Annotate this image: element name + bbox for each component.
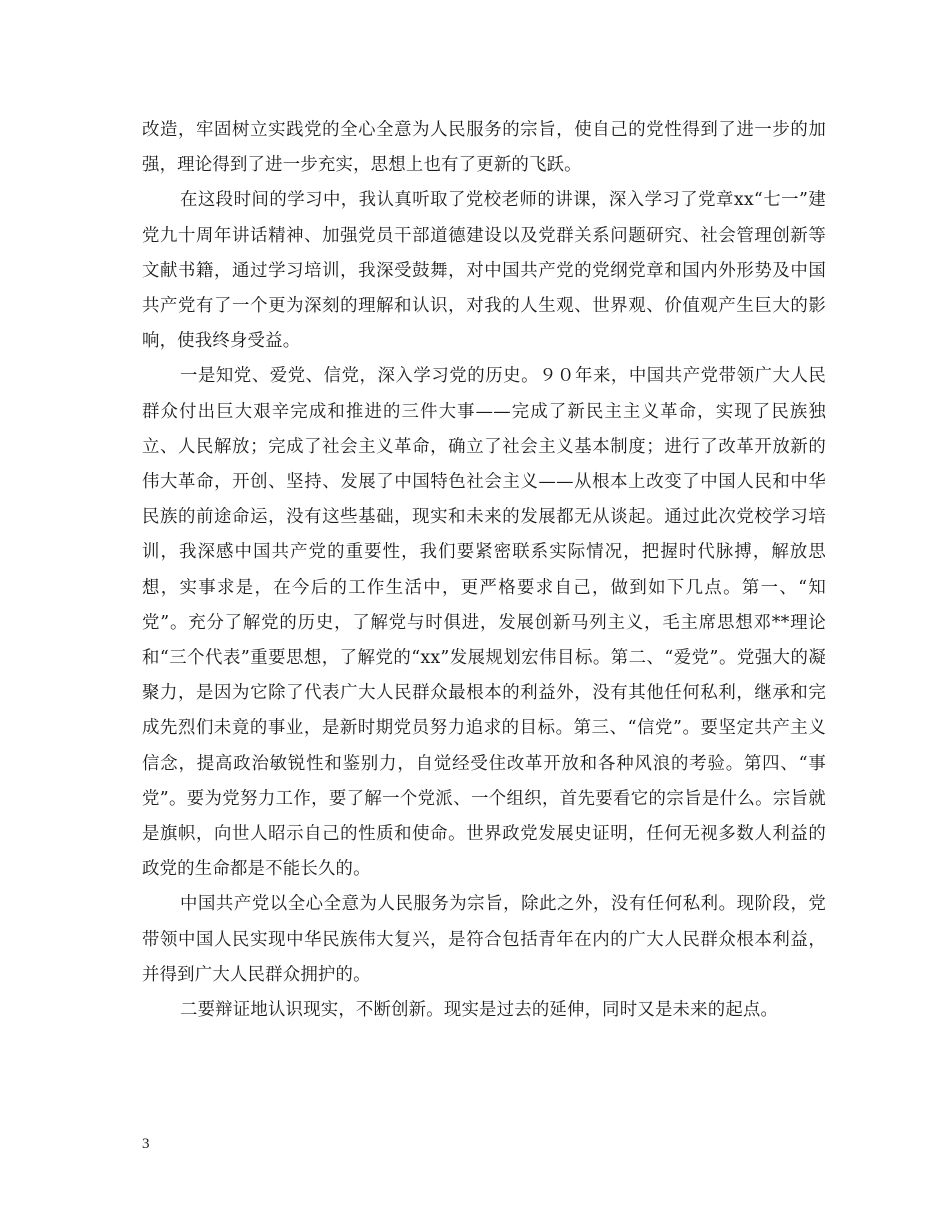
paragraph-2: 在这段时间的学习中，我认真听取了党校老师的讲课，深入学习了党章xx“七一”建党九十周年讲话精神、加强党员干部道德建设以及党群关系问题研究、社会管理创新等文献书籍，通过学习培训，我深受鼓舞，对中国共产党的党纲党章和国内外形势及中国共产党有了一个更为深刻的理解和认识，对我的人生观、世界观、价值观产生巨大的影响，使我终身受益。 (142, 190, 826, 352)
page-number: 3 (142, 1136, 150, 1152)
paragraph-5: 二要辩证地认识现实，不断创新。现实是过去的延伸，同时又是未来的起点。 (180, 1000, 779, 1021)
document-body (142, 113, 826, 1028)
paragraph-4: 中国共产党以全心全意为人民服务为宗旨，除此之外，没有任何私利。现阶段，党带领中国人民实现中华民族伟大复兴，是符合包括青年在内的广大人民群众根本利益，并得到广大人民群众拥护的。 (142, 894, 826, 985)
paragraph-1: 改造，牢固树立实践党的全心全意为人民服务的宗旨，使自己的党性得到了进一步的加强，理论得到了进一步充实，思想上也有了更新的飞跃。 (142, 120, 826, 176)
paragraph-3: 一是知党、爱党、信党，深入学习党的历史。９０年来，中国共产党带领广大人民群众付出巨大艰辛完成和推进的三件大事——完成了新民主主义革命，实现了民族独立、人民解放；完成了社会主义革命，确立了社会主义基本制度；进行了改革开放新的伟大革命，开创、坚持、发展了中国特色社会主义——从根本上改变了中国人民和中华民族的前途命运，没有这些基础，现实和未来的发展都无从谈起。通过此次党校学习培训，我深感中国共产党的重要性，我们要紧密联系实际情况，把握时代脉搏，解放思想，实事求是，在今后的工作生活中，更严格要求自己，做到如下几点。第一、“知党”。充分了解党的历史，了解党与时俱进，发展创新马列主义，毛主席思想邓**理论和“三个代表”重要思想，了解党的“xx”发展规划宏伟目标。第二、“爱党”。党强大的凝聚力，是因为它除了代表广大人民群众最根本的利益外，没有其他任何私利，继承和完成先烈们未竟的事业，是新时期党员努力追求的目标。第三、“信党”。要坚定共产主义信念，提高政治敏锐性和鉴别力，自觉经受住改革开放和各种风浪的考验。第四、“事党”。要为党努力工作，要了解一个党派、一个组织，首先要看它的宗旨是什么。宗旨就是旗帜，向世人昭示自己的性质和使命。世界政党发展史证明，任何无视多数人利益的政党的生命都是不能长久的。 (142, 366, 826, 880)
